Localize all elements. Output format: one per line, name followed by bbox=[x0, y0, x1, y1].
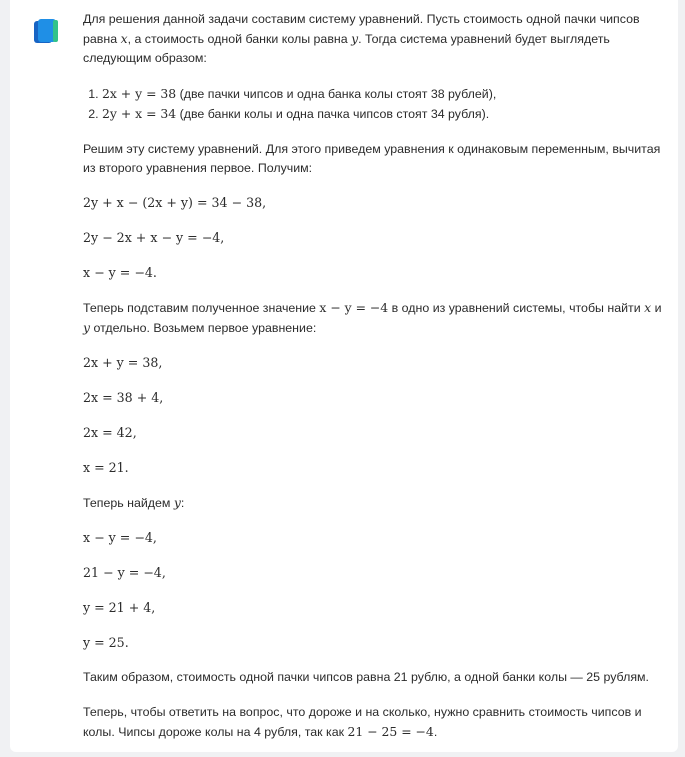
equation-line: 2x = 42, bbox=[83, 425, 137, 440]
p6-text-a: Теперь, чтобы ответить на вопрос, что дороже и на сколько, нужно сравнить стоимость чипсов и колы. Чипсы дороже колы на 4 рубля, так как bbox=[83, 705, 642, 739]
equation-line: 21 − y = −4, bbox=[83, 565, 166, 580]
equation-list bbox=[83, 84, 663, 124]
equation-line: 2y + x − (2x + y) = 34 − 38, bbox=[83, 195, 267, 210]
var-y: y bbox=[83, 320, 90, 335]
paragraph-answer bbox=[83, 703, 663, 742]
equation-line: y = 25. bbox=[83, 635, 129, 650]
p3-text-c: и bbox=[654, 301, 662, 315]
assistant-logo-icon bbox=[32, 16, 62, 46]
p3-text-b: в одно из уравнений системы, чтобы найти bbox=[391, 301, 641, 315]
equation-line: 2y − 2x + x − y = −4, bbox=[83, 230, 225, 245]
paragraph-find-y bbox=[83, 493, 663, 513]
message-card bbox=[10, 0, 678, 752]
list-text: (две пачки чипсов и одна банка колы стоят 38 рублей), bbox=[176, 87, 497, 101]
equation-line: x − y = −4, bbox=[83, 530, 157, 545]
p4-text-a: Теперь найдем bbox=[83, 496, 171, 510]
paragraph-substitute bbox=[83, 298, 663, 338]
var-x: x bbox=[644, 300, 652, 315]
p3-equation: x − y = −4 bbox=[319, 300, 389, 315]
list-equation: 2y + x = 34 bbox=[102, 106, 177, 121]
var-y: y bbox=[173, 495, 181, 510]
list-equation: 2x + y = 38 bbox=[102, 86, 177, 101]
intro-paragraph bbox=[83, 10, 663, 68]
list-item bbox=[102, 84, 663, 104]
var-x: x bbox=[120, 31, 128, 46]
equation-line: y = 21 + 4, bbox=[83, 600, 156, 615]
p6-equation: 21 − 25 = −4 bbox=[347, 724, 434, 739]
equation-line: x − y = −4. bbox=[83, 265, 157, 280]
p6-text-b: . bbox=[433, 725, 438, 739]
p3-text-a: Теперь подставим полученное значение bbox=[83, 301, 316, 315]
list-item bbox=[102, 104, 663, 124]
equation-line: 2x + y = 38, bbox=[83, 355, 163, 370]
p3-text-d: отдельно. Возьмем первое уравнение: bbox=[93, 321, 317, 335]
list-text: (две банки колы и одна пачка чипсов стоят 34 рубля). bbox=[176, 107, 490, 121]
intro-text-a: Для решения данной задачи составим систему уравнений. Пусть стоимость одной пачки чипсов равна bbox=[83, 12, 640, 46]
equation-line: x = 21. bbox=[83, 460, 129, 475]
equation-line: 2x = 38 + 4, bbox=[83, 390, 164, 405]
intro-text-c: . Тогда система уравнений будет выглядеть следующим образом: bbox=[83, 32, 610, 65]
paragraph-solve: Решим эту систему уравнений. Для этого приведем уравнения к одинаковым переменным, вычитая из второго уравнения первое. Получим: bbox=[83, 142, 661, 175]
paragraph-conclusion: Таким образом, стоимость одной пачки чипсов равна 21 рублю, а одной банки колы — 25 рублям. bbox=[83, 670, 649, 684]
intro-text-b: , а стоимость одной банки колы равна bbox=[127, 32, 348, 46]
var-y: y bbox=[351, 31, 359, 46]
message-body bbox=[83, 10, 663, 742]
p4-text-b: : bbox=[180, 496, 185, 510]
